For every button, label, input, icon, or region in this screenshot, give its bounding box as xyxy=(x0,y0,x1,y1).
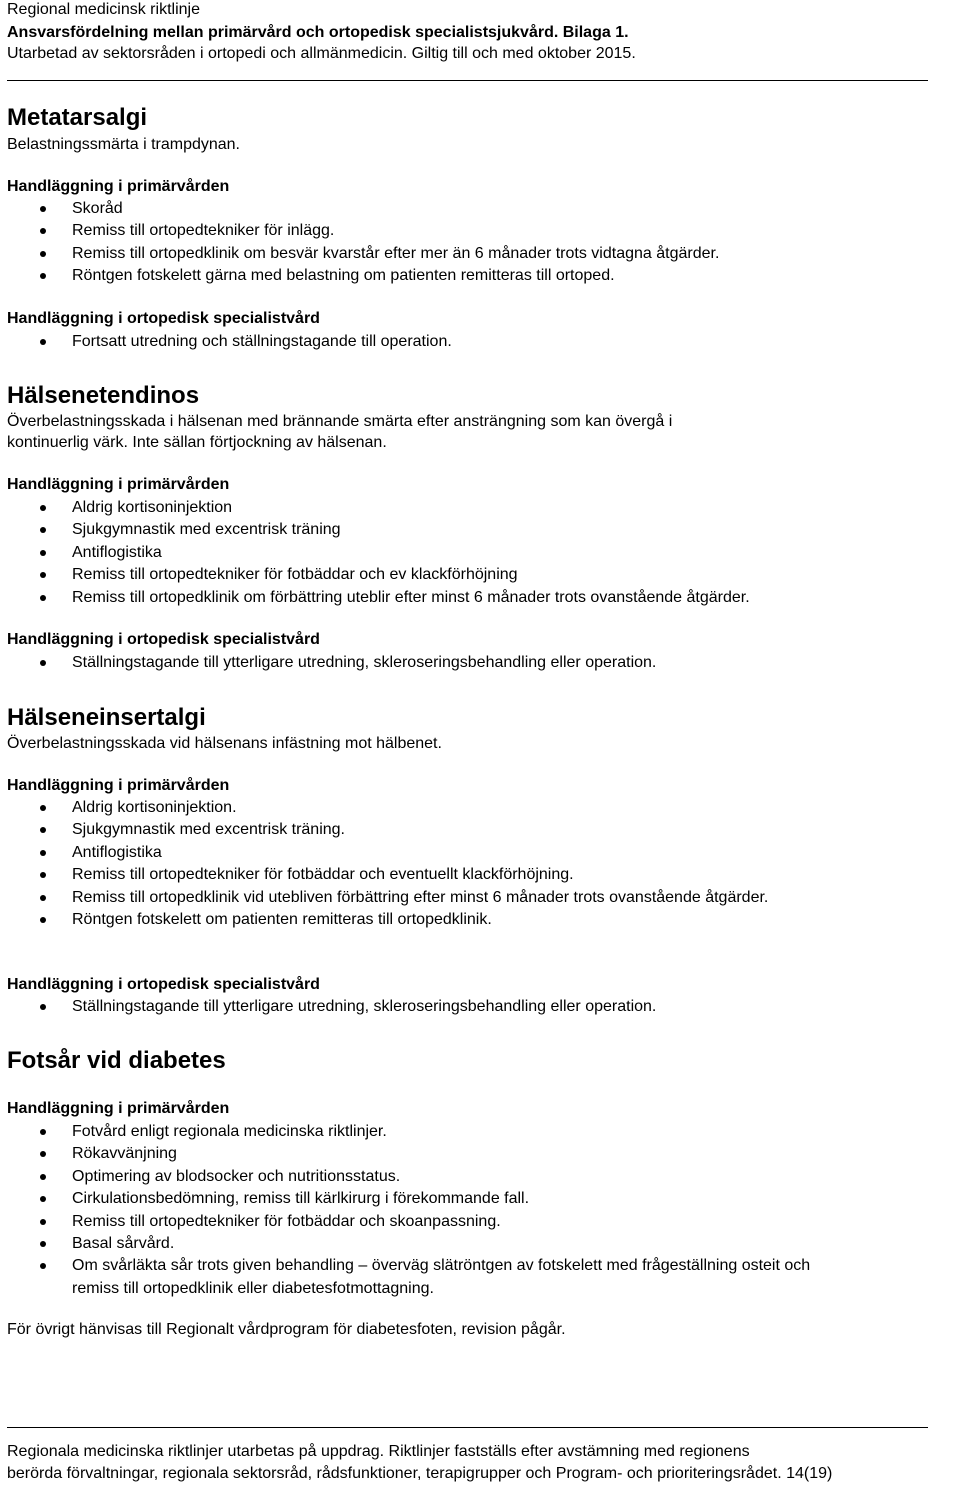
list-item: Fotvård enligt regionala medicinska riktlinjer. xyxy=(7,1121,847,1143)
list-item: Remiss till ortopedklinik vid utebliven förbättring efter minst 6 månader trots ovanstående åtgärder. xyxy=(7,887,807,909)
primary-care-list xyxy=(7,198,907,288)
list-item: Ställningstagande till ytterligare utredning, skleroseringsbehandling eller operation. xyxy=(7,652,907,674)
list-item: Basal sårvård. xyxy=(7,1233,847,1255)
section-description: Överbelastningsskada i hälsenan med brännande smärta efter ansträngning som kan övergå i xyxy=(7,413,673,430)
list-item: Sjukgymnastik med excentrisk träning. xyxy=(7,819,807,841)
footer-text: Regionala medicinska riktlinjer utarbetas på uppdrag. Riktlinjer fastställs efter avstämning med regionens xyxy=(7,1443,750,1460)
list-item: Röntgen fotskelett om patienten remitteras till ortopedklinik. xyxy=(7,909,807,931)
section-description: Belastningssmärta i trampdynan. xyxy=(7,136,240,153)
primary-care-heading: Handläggning i primärvården xyxy=(7,1100,230,1117)
list-item: Remiss till ortopedtekniker för fotbäddar och ev klackförhöjning xyxy=(7,564,907,586)
list-item: Om svårläkta sår trots given behandling – överväg slätröntgen av fotskelett med frågeställning osteit och remiss till ortopedklinik eller diabetesfotmottagning. xyxy=(7,1255,847,1300)
primary-care-heading: Handläggning i primärvården xyxy=(7,178,230,195)
primary-care-heading: Handläggning i primärvården xyxy=(7,476,230,493)
section-description-cont: kontinuerlig värk. Inte sällan förtjockning av hälsenan. xyxy=(7,434,387,451)
section-title: Fotsår vid diabetes xyxy=(7,1047,226,1074)
list-item: Antiflogistika xyxy=(7,542,907,564)
specialist-care-heading: Handläggning i ortopedisk specialistvård xyxy=(7,976,320,993)
list-item: Aldrig kortisoninjektion. xyxy=(7,797,807,819)
list-item: Remiss till ortopedklinik om förbättring uteblir efter minst 6 månader trots ovanstående åtgärder. xyxy=(7,587,907,609)
section-title: Hälseneinsertalgi xyxy=(7,704,206,731)
list-item: Optimering av blodsocker och nutritionsstatus. xyxy=(7,1166,847,1188)
header-divider xyxy=(7,80,928,81)
specialist-care-list xyxy=(7,996,907,1018)
specialist-care-heading: Handläggning i ortopedisk specialistvård xyxy=(7,310,320,327)
footer-divider xyxy=(7,1427,928,1428)
list-item: Röntgen fotskelett gärna med belastning om patienten remitteras till ortoped. xyxy=(7,265,907,287)
list-item: Remiss till ortopedtekniker för fotbäddar och eventuellt klackförhöjning. xyxy=(7,864,807,886)
list-item: Fortsatt utredning och ställningstagande till operation. xyxy=(7,331,907,353)
list-item: Remiss till ortopedtekniker för fotbäddar och skoanpassning. xyxy=(7,1211,847,1233)
specialist-care-list xyxy=(7,331,907,353)
list-item: Remiss till ortopedklinik om besvär kvarstår efter mer än 6 månader trots vidtagna åtgärder. xyxy=(7,243,907,265)
primary-care-list xyxy=(7,497,907,609)
footer-text-page: berörda förvaltningar, regionala sektorsråd, rådsfunktioner, terapigrupper och Program- och prioriteringsrådet. 14(19) xyxy=(7,1465,833,1482)
primary-care-list xyxy=(7,1121,847,1300)
list-item: Skoråd xyxy=(7,198,907,220)
specialist-care-list xyxy=(7,652,907,674)
list-item: Remiss till ortopedtekniker för inlägg. xyxy=(7,220,907,242)
list-item: Aldrig kortisoninjektion xyxy=(7,497,907,519)
section-description: Överbelastningsskada vid hälsenans infästning mot hälbenet. xyxy=(7,735,442,752)
list-item: Sjukgymnastik med excentrisk träning xyxy=(7,519,907,541)
section-title: Metatarsalgi xyxy=(7,104,148,131)
diabetes-note: För övrigt hänvisas till Regionalt vårdprogram för diabetesfoten, revision pågår. xyxy=(7,1321,566,1338)
header-subtitle: Ansvarsfördelning mellan primärvård och ortopedisk specialistsjukvård. Bilaga 1. xyxy=(7,24,629,41)
header-title: Regional medicinsk riktlinje xyxy=(7,1,200,18)
list-item: Ställningstagande till ytterligare utredning, skleroseringsbehandling eller operation. xyxy=(7,996,907,1018)
list-item: Cirkulationsbedömning, remiss till kärlkirurg i förekommande fall. xyxy=(7,1188,847,1210)
list-item: Antiflogistika xyxy=(7,842,807,864)
primary-care-heading: Handläggning i primärvården xyxy=(7,777,230,794)
specialist-care-heading: Handläggning i ortopedisk specialistvård xyxy=(7,631,320,648)
section-title: Hälsenetendinos xyxy=(7,382,200,409)
primary-care-list xyxy=(7,797,807,931)
header-validity: Utarbetad av sektorsråden i ortopedi och allmänmedicin. Giltig till och med oktober 2015. xyxy=(7,45,636,62)
list-item: Rökavvänjning xyxy=(7,1143,847,1165)
